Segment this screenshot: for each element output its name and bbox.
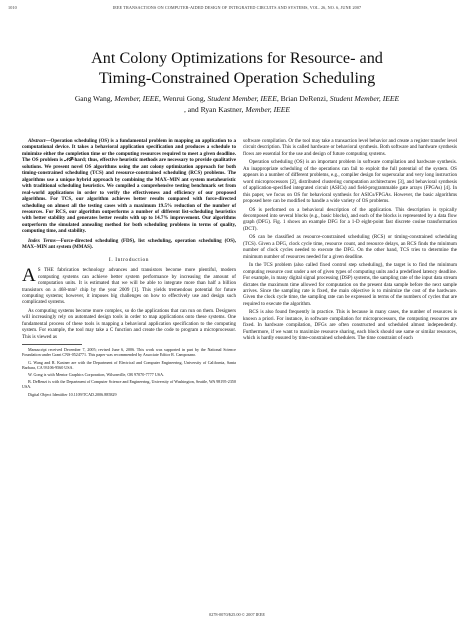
title-line-2: Timing-Constrained Operation Scheduling bbox=[98, 69, 376, 87]
abstract bbox=[22, 138, 236, 235]
body-paragraph: Operation scheduling (OS) is an important problem in software compilation and hardware synthesis. An inappropriate scheduling of the operations can fail to exploit the full potential of the system. OS appears in a number of different problems, e.g., compiler design for superscalar and very long instruction word microprocessors [2], distributed clustering computation architectures [3], and behavioral synthesis of application-specified integrated circuit (ASICs) and field-programmable gate arrays (FPGAs) [4]. In this paper, we focus on OS for behavioral synthesis for ASICs/FPGAs. However, the basic algorithms proposed here can be modified to handle a wide variety of OS problems. bbox=[243, 159, 457, 205]
left-column bbox=[22, 138, 236, 399]
page-number: 1010 bbox=[8, 5, 17, 10]
intro-paragraph bbox=[22, 267, 236, 306]
body-paragraph: OS can be classified as resource-constrained scheduling (RCS) or timing-constrained scheduling (TCS). Given a DFG, clock cycle time, resource count, and resource delays, an RCS finds the minimum number of clock cycles needed to execute the DFG. On the other hand, TCS tries to determine the minimum number of resources needed for a given deadline. bbox=[243, 234, 457, 260]
footnote-rule bbox=[22, 344, 82, 345]
body-paragraph: RCS is also found frequently in practice. This is because in many cases, the number of resources is known a priori. For instance, in software compilation for microprocessors, the computing resources are fixed. In hardware compilation, DFGs are often constructed and scheduled almost independently. Furthermore, if we want to maximize resource sharing, each block should use same or similar resources, which is hardly ensured by time-constrained schedulers. The time constraint of each bbox=[243, 309, 457, 342]
footnote: Manuscript received December 7, 2005; revised June 6, 2006. This work was supported in part by the National Science Foundation under Grant CNS-0524771. This paper was recommended by Associate Editor R. Camposano. bbox=[22, 347, 236, 358]
abstract-label: Abstract bbox=[28, 138, 46, 144]
doi-line: Digital Object Identifier 10.1109/TCAD.2006.885829 bbox=[28, 391, 117, 397]
author-name: , and Ryan Kastner, bbox=[183, 105, 246, 114]
author-list bbox=[10, 93, 464, 115]
author-role: Student Member, IEEE bbox=[329, 94, 400, 103]
intro-text: S THE fabrication technology advances and transistors become more plentiful, modern computing systems can achieve better system performance by increasing the amount of computation units. It is estimated that we will be able to integrate more than half a billion transistors on a 468-mm² chip by the year 2009 [1]. This yields tremendous potential for future computing systems; however, it imposes big challenges on how to effectively use and design such complicated systems. bbox=[22, 267, 236, 306]
abstract-text: —Operation scheduling (OS) is a fundamental problem in mapping an application to a computational device. It takes a behavioral application specification and produces a schedule to minimize either the completion time or the computing resources required to meet a given deadline. The OS problem is 𝒩𝒫-hard; thus, effective heuristic methods are necessary to provide qualitative solutions. We present novel OS algorithms using the ant colony optimization approach for both timing-constrained scheduling (TCS) and resource-constrained scheduling (RCS) problems. The algorithms use a unique hybrid approach by combining the MAX–MIN ant system metaheuristic with traditional scheduling heuristics. We compiled a comprehensive testing benchmark set from real-world applications in order to verify the effectiveness and efficiency of our proposed algorithms. For TCS, our algorithm achieves better results compared with force-directed scheduling on almost all the testing cases with a maximum 19.5% reduction of the number of resources. For RCS, our algorithm outperforms a number of different list-scheduling heuristics with better stability and generates better results with up to 14.7% improvement. Our algorithms outperform the simulated annealing method for both scheduling problems in terms of quality, computing time, and stability. bbox=[22, 138, 236, 235]
drop-cap: A bbox=[22, 265, 36, 287]
author-name: Gang Wang, bbox=[74, 94, 115, 103]
body-paragraph: In the TCS problem (also called fixed control step scheduling), the target is to find the minimum computing resource cost under a set of given types of computing units and a predefined latency deadline. For example, in many digital signal processing (DSP) systems, the sampling rate of the input data stream dictates the maximum time allowed for computation on the present data sample before the next sample arrives. Since the sampling rate is fixed, the main objective is to minimize the cost of the hardware. Given the clock cycle time, the sampling rate can be expressed in terms of the numbers of cycles that are required to execute the algorithm. bbox=[243, 262, 457, 307]
author-name: , Wenrui Gong, bbox=[159, 94, 208, 103]
paper-title bbox=[10, 48, 464, 88]
index-terms bbox=[22, 238, 236, 251]
body-paragraph: OS is performed on a behavioral description of the application. This description is typically decomposed into several blocks (e.g., basic blocks), and each of the blocks is represented by a data flow graph (DFG). Fig. 1 shows an example DFG for a 1-D eight-point fast discrete cosine transformation (DCT). bbox=[243, 206, 457, 232]
intro-paragraph-2: As computing systems become more complex, so do the applications that can run on them. Designers will increasingly rely on automated design tools in order to map applications onto these systems. One fundamental process of these tools is mapping a behavioral application specification to the computing system. For example, the tool may take a C function and create the code to program a microprocessor. This is viewed as bbox=[22, 307, 236, 340]
author-name: , Brian DeRenzi, bbox=[276, 94, 330, 103]
footnote: G. Wang and R. Kastner are with the Department of Electrical and Computer Engineering, University of California, Santa Barbara, CA 93106-9560 USA. bbox=[22, 359, 236, 370]
author-role: Member, IEEE bbox=[114, 94, 160, 103]
index-terms-label: Index Terms bbox=[28, 237, 56, 244]
footnote: B. DeRenzi is with the Department of Computer Science and Engineering, University of Washington, Seattle, WA 98195-2350 USA. bbox=[22, 379, 236, 390]
section-heading: I. Introduction bbox=[108, 256, 150, 263]
copyright-footer: 0278-0070/$25.00 © 2007 IEEE bbox=[208, 612, 265, 617]
index-terms-text: —Force-directed scheduling (FDS), list scheduling, operation scheduling (OS), MAX–MIN ant system (MMAS). bbox=[22, 237, 236, 251]
author-role: Student Member, IEEE bbox=[207, 94, 277, 103]
right-column bbox=[243, 138, 457, 344]
journal-name: IEEE TRANSACTIONS ON COMPUTER-AIDED DESIGN OF INTEGRATED CIRCUITS AND SYSTEMS, VOL. 26, NO. 6, JUNE 2007 bbox=[112, 5, 362, 10]
body-paragraph: software compilation. Or the tool may take a transaction level behavior and create a register transfer level circuit description. This is called hardware or behavioral synthesis. Both software and hardware synthesis flows are essential for the use and design of future computing systems. bbox=[243, 138, 457, 157]
author-role: Member, IEEE bbox=[245, 105, 291, 114]
footnote: W. Gong is with Mentor Graphics Corporation, Wilsonville, OR 97070-7777 USA. bbox=[28, 371, 165, 377]
title-line-1: Ant Colony Optimizations for Resource- and bbox=[91, 49, 383, 67]
